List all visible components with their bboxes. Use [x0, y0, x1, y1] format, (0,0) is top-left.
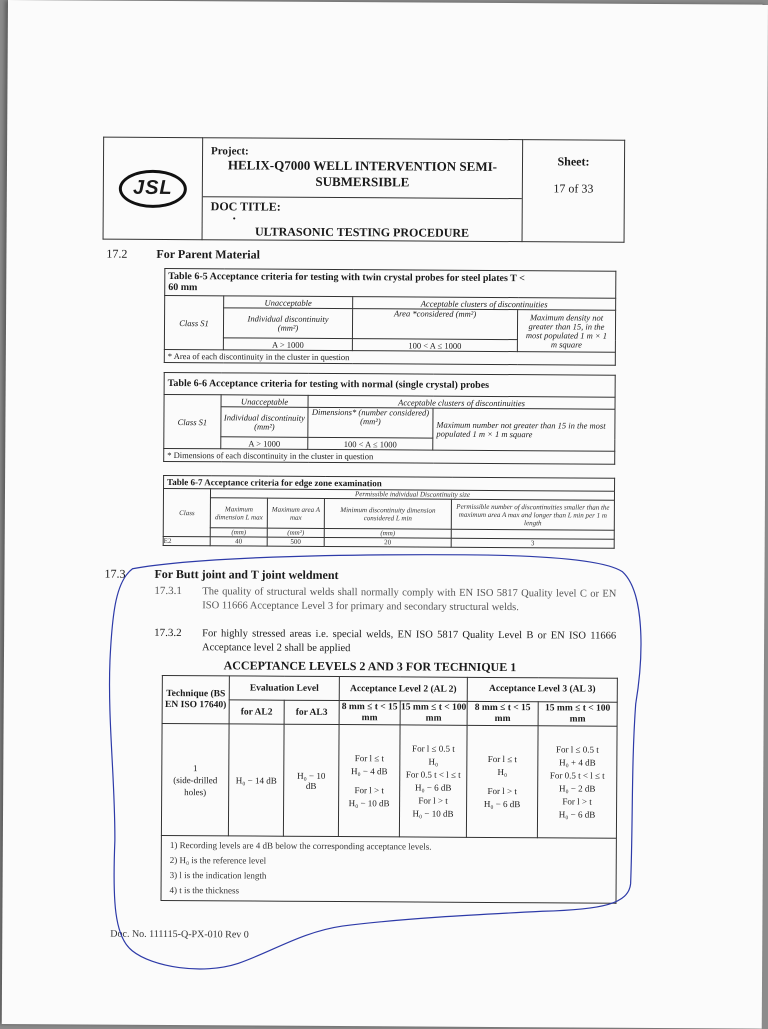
header-technique: Technique (BS EN ISO 17640)	[162, 675, 229, 723]
al3-thin-condition-1: For l ≤ t	[487, 753, 517, 764]
table-6-6-col-unacceptable: Unacceptable	[221, 395, 308, 408]
table-6-6-col-acceptable: Acceptable clusters of discontinuities	[308, 395, 615, 409]
table-6-7-col-class: Class	[163, 488, 210, 536]
header-evaluation-level: Evaluation Level	[229, 676, 339, 701]
header-al2-thin: 8 mm ≤ t < 15 mm	[339, 701, 400, 725]
technique-number: 1	[193, 762, 198, 773]
section-17-3-title: For Butt joint and T joint weldment	[154, 566, 339, 583]
table-6-6-val-b: 100 < A ≤ 1000	[308, 437, 433, 450]
al3-thick-condition-1: For l ≤ 0.5 t	[556, 743, 599, 755]
scanned-page	[2, 0, 768, 1029]
table-6-6-sub-dimensions: Dimensions* (number considered) (mm²)	[308, 407, 433, 438]
header-acceptance-level-3: Acceptance Level 3 (AL 3)	[467, 677, 617, 702]
table-6-7-row-max-area: 500	[267, 537, 324, 546]
table-6-7-sub-number: Permissible number of discontinuities smaller than the maximum area A max and longer than L min per 1 m length	[451, 499, 614, 530]
technique-description: (side-drilled holes)	[173, 774, 218, 797]
al2-thin-cell	[338, 725, 400, 837]
header-for-al3: for AL3	[284, 700, 339, 724]
table-6-6	[163, 372, 616, 465]
table-6-6-caption: Table 6-6 Acceptance criteria for testing with normal (single crystal) probes	[164, 372, 615, 397]
doc-bullet: •	[232, 213, 236, 224]
table-6-7-row-min-dim: 20	[324, 537, 451, 547]
section-17-2-number: 17.2	[106, 246, 128, 261]
al2-thick-condition-2: For 0.5 t < l ≤ t	[405, 768, 461, 780]
sheet-cell	[522, 140, 625, 243]
footer-doc-number: Doc. No. 111115-Q-PX-010 Rev 0	[110, 928, 249, 941]
table-6-5-footnote: * Area of each discontinuity in the cluster in question	[164, 349, 615, 365]
al3-thick-level-2: H₀ − 2 dB	[558, 782, 596, 794]
project-title-line2: SUBMERSIBLE	[315, 173, 410, 190]
table-6-5-sub-max: Maximum density not greater than 15, in the most populated 1 m × 1 m square	[517, 310, 615, 353]
table-6-6-val-a: A > 1000	[221, 437, 308, 450]
header-al2-thick: 15 mm ≤ t < 100 mm	[400, 701, 467, 725]
note-3: 3) l is the indication length	[169, 870, 267, 881]
project-title-line1: HELIX-Q7000 WELL INTERVENTION SEMI-	[227, 157, 498, 174]
table-6-7-unit-min: (mm)	[324, 528, 451, 538]
al2-thick-level-3: H₀ − 10 dB	[412, 807, 454, 819]
al3-thin-cell	[466, 725, 538, 837]
table-6-5	[164, 268, 617, 366]
header-al3-thin: 8 mm ≤ t < 15 mm	[467, 701, 538, 725]
table-6-7-sub-max-dim: Maximum dimension L max	[210, 498, 267, 528]
al2-thick-cell	[399, 725, 467, 837]
al3-thin-level-2: H₀ − 6 dB	[483, 798, 521, 809]
al3-thin-level-1: H₀	[497, 766, 508, 777]
paragraph-17-3-1: The quality of structural welds shall normally comply with EN ISO 5817 Quality level C or EN ISO 11666 Acceptance Level 3 for primary and secondary structural welds.	[202, 586, 617, 614]
table-6-5-caption-line2: 60 mm	[168, 281, 198, 294]
table-6-6-footnote: * Dimensions of each discontinuity in the cluster in question	[164, 448, 615, 464]
paragraph-17-3-2: For highly stressed areas i.e. special welds, EN ISO 5817 Quality Level B or EN ISO 11666 Acceptance level 2 shall be applied	[202, 628, 617, 655]
al3-thick-condition-2: For 0.5 t < l ≤ t	[549, 769, 605, 781]
table-6-7-sub-min-dim: Minimum discontinuity dimension considered L min	[324, 498, 451, 529]
table-6-5-sub-individual: Individual discontinuity (mm²)	[223, 308, 352, 339]
project-cell	[202, 138, 523, 242]
al3-thick-level-1: H₀ + 4 dB	[559, 756, 596, 768]
document-header	[103, 137, 626, 243]
table-6-7-row-number: 3	[451, 538, 614, 548]
paragraph-17-3-1-number: 17.3.1	[154, 584, 182, 598]
al2-thin-condition-1: For l ≤ t	[354, 752, 385, 763]
al2-thick-level-2: H₀ − 6 dB	[414, 782, 452, 793]
evaluation-al2-value: H₀ − 14 dB	[228, 724, 284, 836]
table-6-5-caption: Table 6-5 Acceptance criteria for testing with twin crystal probes for steel plates T <	[168, 270, 525, 285]
project-label: Project:	[210, 145, 249, 158]
acceptance-table-title: ACCEPTANCE LEVELS 2 AND 3 FOR TECHNIQUE 1	[223, 658, 517, 675]
header-al3-thick: 15 mm ≤ t < 100 mm	[538, 702, 617, 726]
table-6-5-col-acceptable: Acceptable clusters of discontinuities	[353, 297, 616, 311]
jsl-logo	[119, 169, 187, 207]
doc-title: ULTRASONIC TESTING PROCEDURE	[254, 224, 470, 240]
al2-thick-level-1: H₀	[428, 756, 439, 767]
table-6-5-col-unacceptable: Unacceptable	[224, 296, 353, 309]
al3-thick-cell	[537, 726, 617, 838]
al3-thick-level-3: H₀ − 6 dB	[558, 808, 596, 820]
al3-thick-condition-3: For l > t	[562, 795, 592, 807]
header-acceptance-level-2: Acceptance Level 2 (AL 2)	[339, 677, 467, 702]
al2-thick-condition-3: For l > t	[418, 795, 448, 806]
table-6-7-row-class: E2	[163, 536, 210, 545]
table-6-5-row-label: Class S1	[164, 295, 223, 349]
paragraph-17-3-2-number: 17.3.2	[154, 626, 182, 640]
note-4: 4) t is the thickness	[169, 885, 240, 896]
section-17-2-title: For Parent Material	[156, 246, 261, 262]
logo-cell	[103, 137, 203, 240]
section-17-3-number: 17.3	[104, 566, 126, 581]
al2-thin-level-2: H₀ − 10 dB	[348, 797, 390, 808]
al2-thin-condition-2: For l > t	[354, 784, 384, 795]
note-2: 2) H₀ is the reference level	[169, 855, 267, 866]
table-6-5-val-b: 100 < A ≤ 1000	[352, 339, 517, 352]
al3-thin-condition-2: For l > t	[487, 785, 517, 796]
evaluation-al3-value: H₀ − 10 dB	[283, 724, 339, 836]
table-6-6-sub-max: Maximum number not greater than 15 in the most populated 1 m × 1 m square	[433, 408, 615, 451]
header-for-al2: for AL2	[229, 700, 284, 724]
table-6-7-unit-dim: (mm)	[210, 528, 267, 537]
table-6-7-caption: Table 6-7 Acceptance criteria for edge zone examination	[164, 475, 615, 491]
table-6-7	[163, 475, 615, 549]
table-6-7-row-max-dim: 40	[210, 537, 267, 546]
al2-thick-condition-1: For l ≤ 0.5 t	[412, 742, 455, 754]
acceptance-table-notes	[161, 835, 616, 903]
table-6-5-val-a: A > 1000	[223, 338, 352, 351]
sheet-label: Sheet:	[557, 154, 590, 169]
table-6-6-sub-individual: Individual discontinuity (mm²)	[221, 407, 308, 438]
logo-text: JSL	[132, 176, 173, 199]
table-6-6-row-label: Class S1	[164, 394, 221, 448]
al2-thin-level-1: H₀ − 4 dB	[351, 765, 388, 776]
table-6-7-sub-max-area: Maximum area A max	[267, 498, 324, 528]
technique-cell	[161, 723, 229, 835]
note-1: 1) Recording levels are 4 dB below the corresponding acceptance levels.	[169, 840, 432, 852]
table-6-7-unit-area: (mm²)	[267, 528, 324, 537]
table-6-5-sub-area: Area *considered (mm²)	[352, 309, 517, 340]
acceptance-levels-table	[160, 675, 617, 904]
sheet-value: 17 of 33	[553, 181, 594, 196]
table-6-7-col-permissible: Permissible individual Discontinuity size	[210, 489, 614, 500]
doc-title-label: DOC TITLE:	[203, 196, 522, 216]
